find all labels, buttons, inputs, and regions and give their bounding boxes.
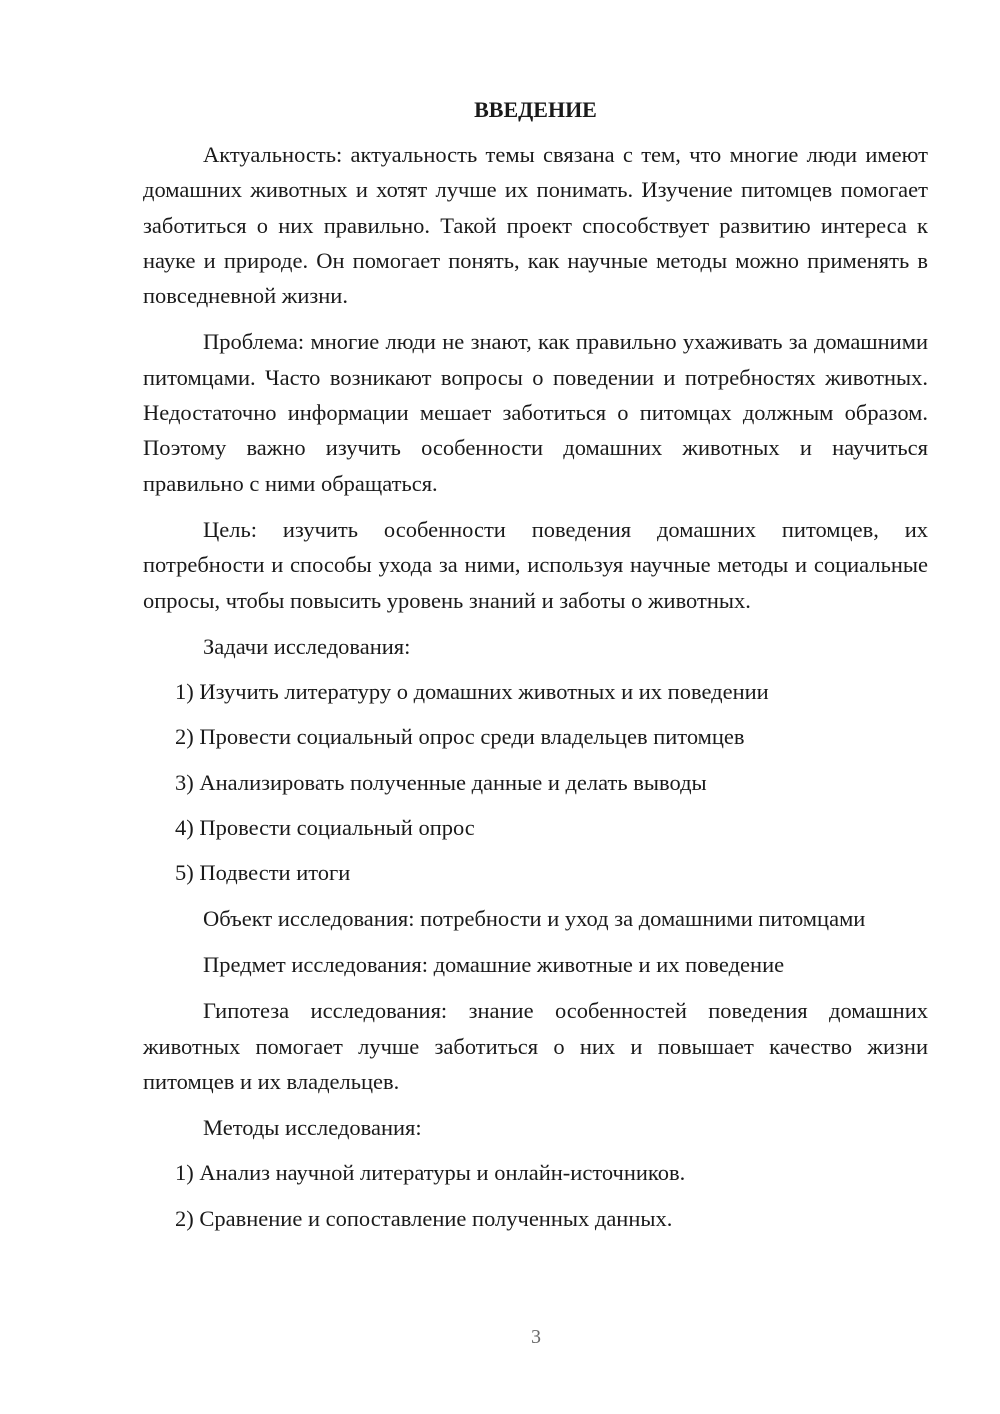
list-item: 4) Провести социальный опрос <box>175 815 475 841</box>
list-item: 2) Сравнение и сопоставление полученных данных. <box>175 1205 673 1231</box>
subject-paragraph: Предмет исследования: домашние животные и их поведение <box>203 951 785 977</box>
page-number: 3 <box>531 1326 541 1348</box>
list-item: 2) Провести социальный опрос среди владельцев питомцев <box>175 724 745 750</box>
tasks-list <box>143 674 928 890</box>
goal-paragraph: Цель: изучить особенности поведения домашних питомцев, их потребности и способы ухода за ними, используя научные методы и социальные опросы, чтобы повысить уровень знаний и заботы о животных. <box>143 516 928 613</box>
hypothesis-paragraph: Гипотеза исследования: знание особенностей поведения домашних животных помогает лучше заботиться о них и повышает качество жизни питомцев и их владельцев. <box>143 998 928 1094</box>
list-item: 1) Анализ научной литературы и онлайн-источников. <box>175 1160 686 1186</box>
list-item: 5) Подвести итоги <box>175 860 351 886</box>
problem-paragraph: Проблема: многие люди не знают, как правильно ухаживать за домашними питомцами. Часто возникают вопросы о поведении и потребностях животных. Недостаточно информации мешает заботиться о питомцах должным образом. Поэтому важно изучить особенности домашних животных и научиться правильно с ними обращаться. <box>143 329 928 496</box>
relevance-paragraph: Актуальность: актуальность темы связана с тем, что многие люди имеют домашних животных и хотят лучше их понимать. Изучение питомцев помогает заботиться о них правильно. Такой проект способствует развитию интереса к науке и природе. Он помогает понять, как научные методы можно применять в повседневной жизни. <box>143 142 928 309</box>
tasks-heading: Задачи исследования: <box>203 633 411 659</box>
methods-list <box>143 1155 928 1236</box>
object-paragraph: Объект исследования: потребности и уход за домашними питомцами <box>203 905 866 931</box>
page-title: ВВЕДЕНИЕ <box>474 97 597 122</box>
list-item: 1) Изучить литературу о домашних животных и их поведении <box>175 679 769 705</box>
document-body <box>143 94 928 1246</box>
list-item: 3) Анализировать полученные данные и делать выводы <box>175 769 707 795</box>
methods-heading: Методы исследования: <box>203 1115 422 1141</box>
